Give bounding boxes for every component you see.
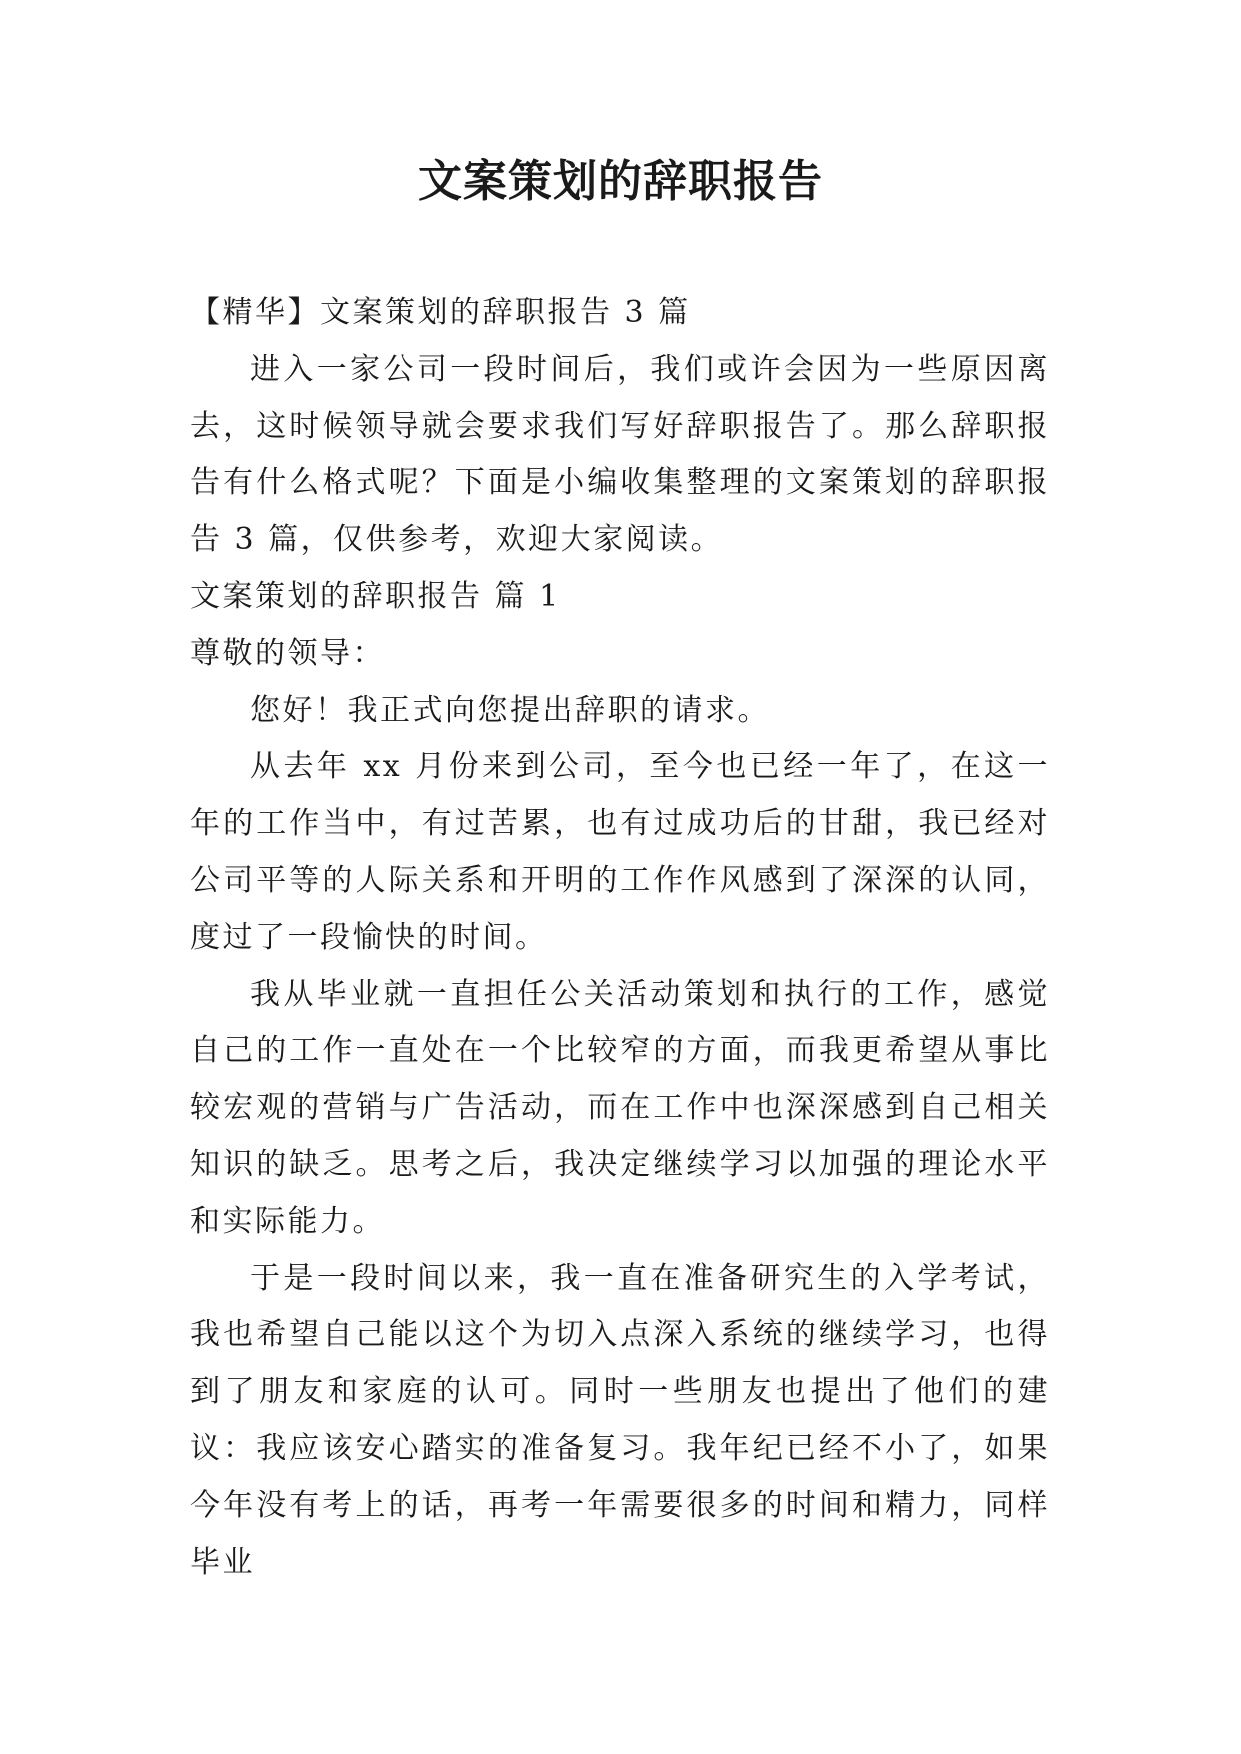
body-paragraph: 您好！我正式向您提出辞职的请求。 <box>250 692 770 728</box>
document-body <box>190 285 1050 1591</box>
summary-heading: 【精华】文案策划的辞职报告 3 篇 <box>190 295 691 330</box>
document-title: 文案策划的辞职报告 <box>418 156 823 207</box>
body-paragraph: 于是一段时间以来，我一直在准备研究生的入学考试，我也希望自己能以这个为切入点深入系统的继续学习，也得到了朋友和家庭的认可。同时一些朋友也提出了他们的建议：我应该安心踏实的准备复习。我年纪已经不小了，如果今年没有考上的话，再考一年需要很多的时间和精力，同样毕业 <box>190 1260 1050 1580</box>
section-heading: 文案策划的辞职报告 篇 1 <box>190 578 561 614</box>
intro-paragraph: 进入一家公司一段时间后，我们或许会因为一些原因离去，这时候领导就会要求我们写好辞职报告了。那么辞职报告有什么格式呢？下面是小编收集整理的文案策划的辞职报告 3 篇，仅供参考，欢迎大家阅读。 <box>190 351 1050 558</box>
salutation: 尊敬的领导： <box>190 635 385 671</box>
body-paragraph: 从去年 xx 月份来到公司，至今也已经一年了，在这一年的工作当中，有过苦累，也有过成功后的甘甜，我已经对公司平等的人际关系和开明的工作作风感到了深深的认同，度过了一段愉快的时间。 <box>190 749 1050 955</box>
body-paragraph: 我从毕业就一直担任公关活动策划和执行的工作，感觉自己的工作一直处在一个比较窄的方面，而我更希望从事比较宏观的营销与广告活动，而在工作中也深深感到自己相关知识的缺乏。思考之后，我决定继续学习以加强的理论水平和实际能力。 <box>190 976 1050 1239</box>
